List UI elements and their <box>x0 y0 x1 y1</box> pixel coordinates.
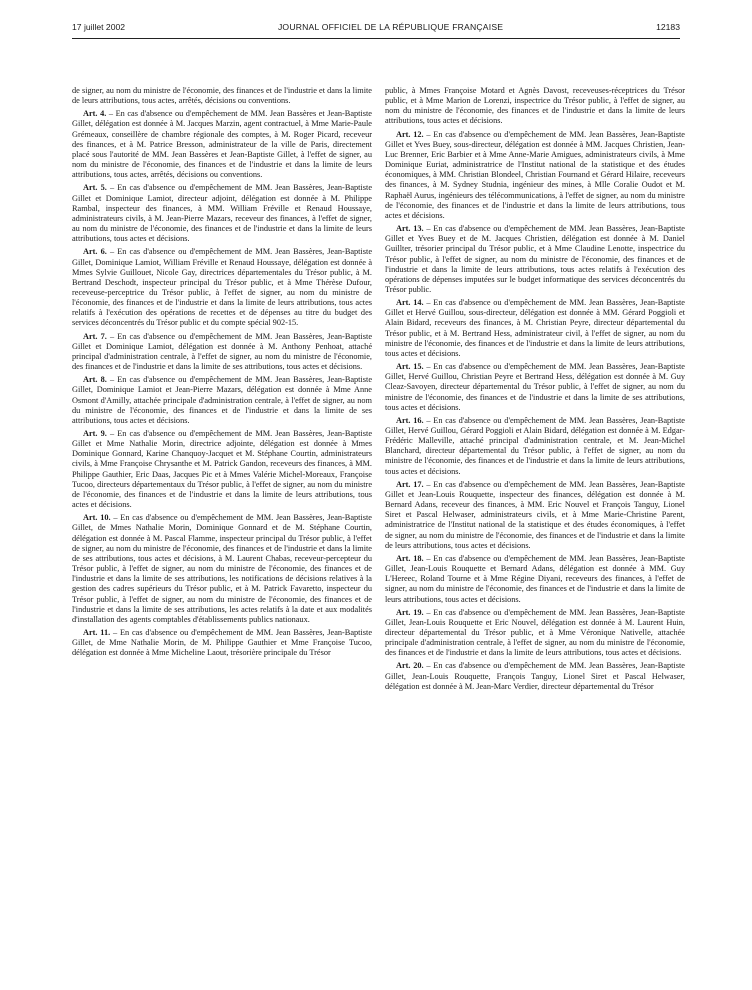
paragraph-text: – En cas d'absence ou d'empêchement de MM. Jean Bassères, Jean-Baptiste Gillet et Jean-Louis Rouquette, inspecteur des finances, délégation est donnée à M. Bernard Adans, receveur des finances, à MM. Eric Nouvel et François Tanguy, Lionel Siret et Pascal Helwaser, administrateurs civils, et à Mme Marie-Christine Parent, administratrice de l'Institut national de la statistique et des études économiques, à l'effet de signer, au nom du ministre de l'économie, des finances et de l'industrie et dans la limite de leurs attributions, tous actes et décisions. <box>385 479 685 550</box>
paragraph-text: – En cas d'absence ou d'empêchement de MM. Jean Bassères, Jean-Baptiste Gillet, de Mmes Nathalie Morin, Dominique Gonnard et de M. Stéphane Courtin, délégation est donnée à M. Pascal Flamme, inspecteur principal du Trésor public, à l'effet de signer, au nom du ministre de l'économie, des finances et de l'industrie et dans la limite de ses attributions, tous actes et décisions, à M. Laurent Chabas, receveur-percepteur du Trésor public, à l'effet de signer, au nom du ministre de l'économie, des finances et de l'industrie et dans la limite de ses attributions, les notifications de décisions relatives à la gestion des cadres supérieurs du Trésor public, et à M. Patrick Favaretto, inspecteur du Trésor public, à l'effet de signer, au nom du ministre de l'économie, des finances et de l'industrie et dans la limite de ses attributions, les actes relatifs à la date et aux modalités d'installation des agents comptables d'établissements publics nationaux. <box>72 513 372 624</box>
article-label: Art. 6. <box>83 247 107 257</box>
article-label: Art. 14. <box>396 298 424 308</box>
article-paragraph <box>72 513 372 625</box>
paragraph-text: – En cas d'absence ou d'empêchement de MM. Jean Bassères, Jean-Baptiste Gillet, Jean-Louis Rouquette, François Tanguy, Lionel Siret et Pascal Helwaser, délégation est donnée à M. Jean-Marc Verdier, directeur départemental du Trésor <box>385 661 685 691</box>
paragraph-text: – En cas d'absence ou d'empêchement de MM. Jean Bassères, Jean-Baptiste Gillet, Hervé Guillou, Gérard Poggioli et Alain Bidard, délégation est donnée à M. Edgar-Frédéric Malleville, attaché principal d'administration centrale, et M. Jean-Michel Blanchard, directeur départemental du Trésor public, à l'effet de signer, au nom du ministre de l'économie, des finances et de l'industrie et dans la limite de leurs attributions, tous actes et décisions. <box>385 415 685 476</box>
article-label: Art. 20. <box>396 661 424 671</box>
article-paragraph <box>385 554 685 605</box>
paragraph-text: – En cas d'absence ou d'empêchement de MM. Jean Bassères, Jean-Baptiste Gillet et Yves Buey et de M. Jacques Christien, délégation est donnée à M. Daniel Guillter, trésorier principal du Trésor public, et à Mme Claudine Lenotte, inspectrice du Trésor public, à l'effet de signer, au nom du ministre de l'économie, des finances et de l'industrie et dans la limite de leurs attributions, tous actes relatifs à l'exécution des opérations de dépenses imputées sur le budget informatique des services déconcentrés du Trésor public. <box>385 224 685 294</box>
paragraph-text: – En cas d'absence ou d'empêchement de MM. Jean Bassères, Jean-Baptiste Gillet et Hervé Guillou, sous-directeur, délégation est donnée à MM. Gérard Poggioli et Alain Bidard, receveurs des finances, à M. Christian Peyre, directeur départemental du Trésor public, et à M. Bertrand Hess, administrateur civil, à l'effet de signer, au nom du ministre de l'économie, des finances et de l'industrie et dans la limite de leurs attributions, tous actes et décisions. <box>385 298 685 358</box>
paragraph <box>72 86 372 106</box>
right-column <box>385 86 685 695</box>
article-paragraph <box>385 480 685 551</box>
article-paragraph <box>72 247 372 328</box>
article-paragraph <box>385 362 685 413</box>
article-paragraph <box>385 661 685 691</box>
paragraph-text: public, à Mmes Françoise Motard et Agnès Davost, receveuses-réceptrices du Trésor public, et à Mme Marion de Lorenzi, inspectrice du Trésor public, à l'effet de signer, au nom du ministre de l'économie, des finances et de l'industrie et dans la limite de leurs attributions, tous actes et décisions. <box>385 86 685 126</box>
page-header <box>72 19 680 35</box>
article-paragraph <box>385 416 685 477</box>
paragraph-text: – En cas d'absence ou d'empêchement de MM. Jean Bassères, Jean-Baptiste Gillet et Yves Buey, sous-directeur, délégation est donnée à MM. Jacques Christien, Jean-Luc Brenner, Eric Barbier et à Mme Anne-Marie Amigues, administrateurs civils, à Mme Dominique Euriat, administratrice de l'Institut national de la statistique et des études économiques, à MM. Christian Blondeel, Christian Fournand et Gérard Hilaire, receveurs des finances, à M. Sydney Studnia, ingénieur des mines, à Mlle Coralie Oudot et M. Raphaël Aurus, ingénieurs des télécommunications, à l'effet de signer, au nom du ministre de l'économie, des finances et de l'industrie et dans la limite de leurs attributions, tous actes et décisions. <box>385 129 685 220</box>
article-label: Art. 8. <box>83 375 107 385</box>
paragraph-text: – En cas d'absence ou d'empêchement de MM. Jean Bassères, Jean-Baptiste Gillet et Dominique Lamiot, directeur adjoint, délégation est donnée à M. Philippe Rambal, inspecteur des finances, à MM. William Fréville et Renaud Houssaye, administrateurs civils, à M. Jean-Pierre Mazars, receveur des finances, à l'effet de signer, au nom du ministre de l'économie, des finances et de l'industrie et dans la limite de leurs attributions, tous actes et décisions. <box>72 183 373 244</box>
article-paragraph <box>385 130 685 221</box>
article-label: Art. 18. <box>396 553 424 563</box>
article-label: Art. 11. <box>83 627 111 637</box>
paragraph-text: – En cas d'absence ou d'empêchement de MM. Jean Bassères, Jean-Baptiste Gillet, Jean-Louis Rouquette et Bernard Adans, délégation est donnée à MM. Guy L'Hereec, Roland Tourne et à Mme Régine Diyani, receveurs des finances, à l'effet de signer, au nom du ministre de l'économie, des finances et de l'industrie et dans la limite de leurs attributions, tous actes et décisions. <box>385 553 685 604</box>
article-paragraph <box>72 109 372 180</box>
article-label: Art. 10. <box>83 513 111 523</box>
paragraph-text: – En cas d'absence ou d'empêchement de MM. Jean Bassères, Jean-Baptiste Gillet, Hervé Guillou, Christian Peyre et Bertrand Hess, délégation est donnée à M. Guy Cleaz-Savoyen, directeur départemental du Trésor public, à l'effet de signer, au nom du ministre de l'économie, des finances et de l'industrie et dans la limite de ses attributions, tous actes et décisions. <box>385 362 685 412</box>
article-label: Art. 12. <box>396 129 424 139</box>
paragraph-text: – En cas d'absence ou d'empêchement de MM. Jean Bassères et Jean-Baptiste Gillet, délégation est donnée à M. Jacques Marzin, agent contractuel, à Mme Marie-Paule Grémeaux, conseillère de chambre régionale des comptes, à M. Roger Picard, receveur des finances, et à M. Patrice Bresson, administrateur de la ville de Paris, directement placé sous l'autorité de MM. Jean Bassères et Jean-Baptiste Gillet, à l'effet de signer, au nom du ministre de l'économie, des finances et de l'industrie et dans la limite de leurs attributions, tous actes, arrêtés, décisions ou conventions. <box>72 109 372 180</box>
paragraph-text: – En cas d'absence ou d'empêchement de MM. Jean Bassères, Jean-Baptiste Gillet, Jean-Louis Rouquette et Eric Nouvel, délégation est donnée à M. Laurent Huin, directeur départemental du Trésor public, et à Mme Véronique Nativelle, attachée principale d'administration centrale, à l'effet de signer, au nom du ministre de l'économie, des finances et de l'industrie et dans la limite de leurs attributions, tous actes et décisions. <box>385 607 685 658</box>
article-label: Art. 17. <box>396 479 424 489</box>
paragraph-text: de signer, au nom du ministre de l'économie, des finances et de l'industrie et dans la limite de leurs attributions, tous actes, arrêtés, décisions ou conventions. <box>72 86 372 106</box>
article-paragraph <box>72 429 372 510</box>
paragraph-text: – En cas d'absence ou d'empêchement de MM. Jean Bassères, Jean-Baptiste Gillet, de Mme Nathalie Morin, de M. Philippe Gauthier et Mme Françoise Tucoo, délégation est donnée à Mme Micheline Laout, trésorière principale du Trésor <box>72 627 373 658</box>
article-paragraph <box>385 224 685 295</box>
article-label: Art. 4. <box>83 109 107 119</box>
paragraph <box>385 86 685 127</box>
article-label: Art. 16. <box>396 415 424 425</box>
journal-title: JOURNAL OFFICIEL DE LA RÉPUBLIQUE FRANÇAISE <box>277 22 504 32</box>
article-paragraph <box>72 332 372 373</box>
article-label: Art. 5. <box>83 183 107 193</box>
article-paragraph <box>72 183 372 244</box>
paragraph-text: – En cas d'absence ou d'empêchement de MM. Jean Bassères, Jean-Baptiste Gillet, Dominique Lamiot, William Fréville et Renaud Houssaye, délégation est donnée à Mmes Sylvie Guillouet, Nicole Gay, directrices départementales du Trésor public, à M. Bertrand Deschodt, inspecteur principal du Trésor public, et à Mme Thérèse Dufour, receveuse-perceptrice du Trésor public, à l'effet de signer, au nom du ministre de l'économie, des finances et de l'industrie et dans la limite de leurs attributions, tous actes relatifs à l'exécution des opérations de recettes et de dépenses au titre du budget des services déconcentrés du Trésor public et du compte spécial 902-15. <box>72 247 373 328</box>
article-label: Art. 7. <box>83 331 107 341</box>
article-paragraph <box>385 298 685 359</box>
article-paragraph <box>385 608 685 659</box>
issue-date: 17 juillet 2002 <box>72 22 126 32</box>
article-paragraph <box>72 628 372 658</box>
article-label: Art. 9. <box>83 429 107 438</box>
article-label: Art. 13. <box>396 224 424 234</box>
header-rule <box>72 38 680 39</box>
article-label: Art. 15. <box>396 362 424 372</box>
paragraph-text: – En cas d'absence ou d'empêchement de MM. Jean Bassères, Jean-Baptiste Gillet et Dominique Lamiot, délégation est donnée à M. Anthony Penhoat, attaché principal d'administration centrale, à l'effet de signer, au nom du ministre de l'économie, des finances et de l'industrie et dans la limite de ses attributions, tous actes et décisions. <box>72 331 373 372</box>
paragraph-text: – En cas d'absence ou d'empêchement de MM. Jean Bassères, Jean-Baptiste Gillet, Dominique Lamiot et Jean-Pierre Mazars, délégation est donnée à Mme Anne Osmont d'Amilly, attachée principale d'administration centrale, à l'effet de signer, au nom du ministre de l'économie, des finances et de l'industrie et dans la limite de ses attributions, tous actes et décisions. <box>72 375 373 425</box>
article-paragraph <box>72 375 372 426</box>
left-column <box>72 86 372 661</box>
page-number: 12183 <box>656 22 680 32</box>
paragraph-text: – En cas d'absence ou d'empêchement de MM. Jean Bassères, Jean-Baptiste Gillet et Mme Nathalie Morin, directrice adjointe, délégation est donnée à Mmes Dominique Gonnard, Karine Chanquoy-Jacquet et M. Stéphane Courtin, administrateurs civils, à Mme Françoise Chrysanthe et M. Patrick Gandon, receveurs des finances, à MM. Philippe Gauthier, Eric Daas, Jacques Pic et à Mmes Valérie Michel-Moreaux, Françoise Tucoo, directeurs départementaux du Trésor public, à l'effet de signer, au nom du ministre de l'économie, des finances et de l'industrie et dans la limite de leurs attributions, tous actes et décisions. <box>72 429 373 510</box>
article-label: Art. 19. <box>396 607 424 617</box>
